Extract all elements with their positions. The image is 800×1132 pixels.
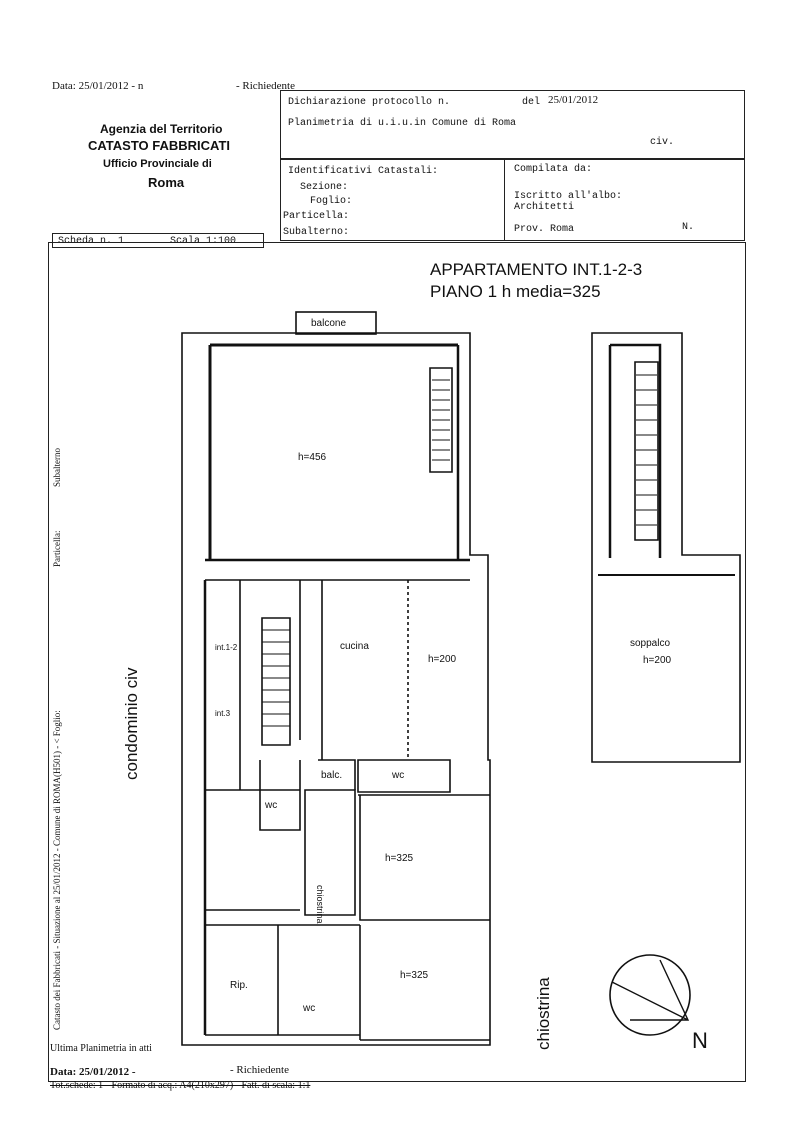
top-requester: - Richiedente [236, 80, 295, 92]
cadastral-label: Identificativi Catastali: [288, 166, 439, 177]
scale-label: Scala 1:100 [170, 236, 237, 247]
last-plan-note: Ultima Planimetria in atti [50, 1043, 152, 1054]
sheet-label: Scheda n. 1 [58, 236, 125, 247]
label-chiostrina-inner: chiostrina [315, 885, 325, 924]
vertical-margin-text: Catasto dei Fabbricati - Situazione al 25/01/2012 - Comune di ROMA(H501) - < Foglio: [52, 710, 62, 1030]
vertical-particella: Particella: [52, 530, 62, 567]
label-h456: h=456 [298, 452, 327, 463]
label-wc-top: wc [392, 770, 405, 781]
label-int3: int.3 [215, 709, 231, 718]
sezione-label: Sezione: [300, 182, 349, 193]
label-h200: h=200 [428, 654, 457, 665]
prov-label: Prov. Roma [514, 224, 575, 235]
label-soppalco-h: h=200 [643, 655, 672, 666]
registered-value: Architetti [514, 202, 575, 213]
label-soppalco: soppalco [630, 638, 671, 649]
compiled-label: Compilata da: [514, 164, 593, 175]
north-label: N [692, 1028, 708, 1053]
foglio-label: Foglio: [310, 196, 353, 207]
subalterno-label: Subalterno: [283, 227, 350, 238]
label-rip: Rip. [230, 980, 248, 991]
label-h325-a: h=325 [385, 853, 414, 864]
footer-requester: - Richiedente [230, 1064, 289, 1076]
civ-label: civ. [650, 137, 675, 148]
label-h325-b: h=325 [400, 970, 429, 981]
registered-label: Iscritto all'albo: [514, 191, 623, 202]
footer-summary: Tot.schede: 1 - Formato di acq.: A4(210x297) - Fatt. di scala: 1:1 [50, 1080, 311, 1091]
label-int12: int.1-2 [215, 643, 238, 652]
agency-office: Ufficio Provinciale di [103, 158, 212, 170]
protocol-date: 25/01/2012 [548, 94, 599, 106]
label-cucina: cucina [340, 641, 369, 652]
plan-title: APPARTAMENTO INT.1-2-3 [430, 260, 643, 279]
n-label: N. [682, 222, 695, 233]
label-condominio: condominio civ [122, 667, 141, 780]
footer-date: Data: 25/01/2012 - [50, 1066, 136, 1078]
agency-city: Roma [148, 175, 185, 190]
vertical-subalterno: Subalterno [52, 448, 62, 487]
protocol-label: Dichiarazione protocollo n. [288, 97, 451, 108]
agency-department: CATASTO FABBRICATI [88, 138, 231, 153]
label-balcone: balcone [311, 318, 347, 329]
label-wc-left: wc [265, 800, 278, 811]
particella-label: Particella: [283, 211, 350, 222]
label-wc-bottom: wc [303, 1003, 316, 1014]
top-date: Data: 25/01/2012 - n [52, 80, 144, 92]
protocol-date-label: del [522, 97, 541, 108]
planimetry-label: Planimetria di u.i.u.in Comune di Roma [288, 118, 517, 129]
label-balc: balc. [321, 770, 343, 781]
label-chiostrina-outer: chiostrina [534, 977, 553, 1050]
compass-circle [610, 955, 690, 1035]
soppalco-outline [592, 333, 740, 762]
plan-subtitle: PIANO 1 h media=325 [430, 282, 601, 301]
agency-name: Agenzia del Territorio [100, 122, 223, 136]
